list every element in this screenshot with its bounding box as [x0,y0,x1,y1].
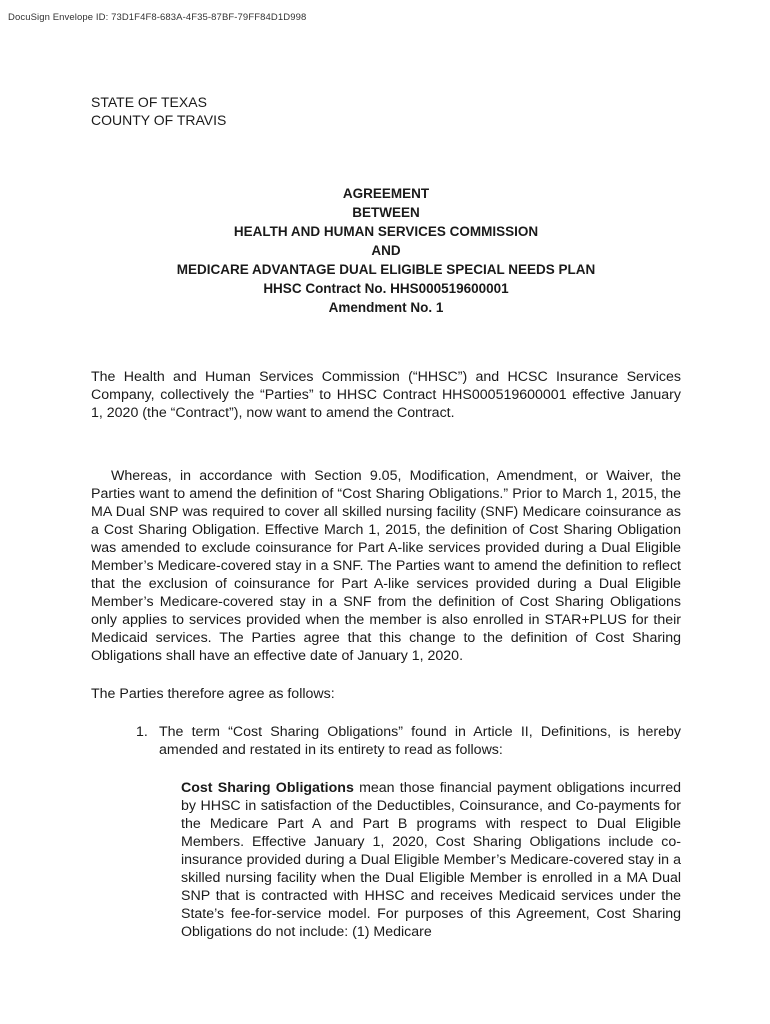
intro-paragraph: The Health and Human Services Commission (“HHSC”) and HCSC Insurance Services Company, collectively the “Parties” to HHSC Contract HHS000519600001 effective January 1, 2020 (the “Contract”), now want to amend the Contract. [91,369,681,421]
list-item-number: 1. [136,724,148,740]
state-line: STATE OF TEXAS [91,94,207,110]
definition-paragraph [181,779,681,941]
document-title [91,184,681,317]
title-line-4: AND [371,243,401,258]
definition-text: mean those financial payment obligations incurred by HHSC in satisfaction of the Deductibles, Coinsurance, and Co-payments for the Medicare Part A and Part B programs with respect to Dual Eligible Members. Effective January 1, 2020, Cost Sharing Obligations include co-insurance provided during a Dual Eligible Member’s Medicare-covered stay in a skilled nursing facility when the Dual Eligible Member is enrolled in a MA Dual SNP that is contracted with HHSC and receives Medicaid services under the State’s fee-for-service model. For purposes of this Agreement, Cost Sharing Obligations do not include: (1) Medicare [181,780,681,940]
title-line-1: AGREEMENT [342,186,430,201]
title-line-7: Amendment No. 1 [328,300,444,315]
amendment-list [91,723,681,759]
document-page [91,93,681,941]
jurisdiction-header [91,93,681,129]
title-line-6: HHSC Contract No. HHS000519600001 [263,281,509,296]
definition-term: Cost Sharing Obligations [181,780,354,796]
title-line-5: MEDICARE ADVANTAGE DUAL ELIGIBLE SPECIAL NEEDS PLAN [176,262,596,277]
county-line: COUNTY OF TRAVIS [91,112,227,128]
title-line-3: HEALTH AND HUMAN SERVICES COMMISSION [233,224,539,239]
therefore-paragraph: The Parties therefore agree as follows: [91,686,335,702]
list-item-text: The term “Cost Sharing Obligations” found in Article II, Definitions, is hereby amended and restated in its entirety to read as follows: [159,724,681,758]
title-line-2: BETWEEN [352,205,420,220]
whereas-paragraph: Whereas, in accordance with Section 9.05, Modification, Amendment, or Waiver, the Parties want to amend the definition of “Cost Sharing Obligations.” Prior to March 1, 2015, the MA Dual SNP was required to cover all skilled nursing facility (SNF) Medicare coinsurance as a Cost Sharing Obligation. Effective March 1, 2015, the definition of Cost Sharing Obligation was amended to exclude coinsurance for Part A-like services provided during a Dual Eligible Member’s Medicare-covered stay in a SNF. The Parties want to amend the definition to reflect that the exclusion of coinsurance for Part A-like services provided during a Dual Eligible Member’s Medicare-covered stay in a SNF from the definition of Cost Sharing Obligations only applies to services provided when the member is also enrolled in STAR+PLUS for their Medicaid services. The Parties agree that this change to the definition of Cost Sharing Obligations shall have an effective date of January 1, 2020. [91,468,681,664]
envelope-id: DocuSign Envelope ID: 73D1F4F8-683A-4F35-87BF-79FF84D1D998 [8,12,307,23]
